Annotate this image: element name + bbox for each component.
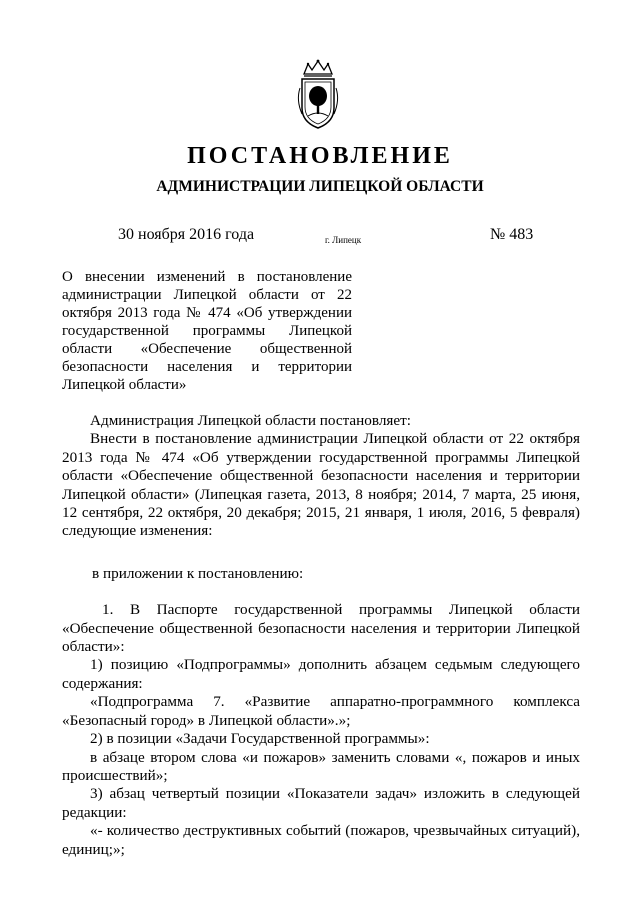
issuer-subtitle: АДМИНИСТРАЦИИ ЛИПЕЦКОЙ ОБЛАСТИ <box>156 178 484 195</box>
paragraph-subitem-1: 1) позицию «Подпрограммы» дополнить абзацем седьмым следующего содержания: <box>62 656 580 692</box>
document-type-title: ПОСТАНОВЛЕНИЕ <box>187 143 453 169</box>
paragraph-replace: в абзаце втором слова «и пожаров» заменить словами «, пожаров и иных происшествий»; <box>62 748 580 784</box>
coat-of-arms-icon <box>294 58 342 132</box>
document-subject: О внесении изменений в постановление администрации Липецкой области от 22 октября 2013 года № 474 «Об утверждении государственной программы Липецкой области «Обеспечение общественной безопасности населения и территории Липецкой области» <box>62 269 352 393</box>
paragraph-annex: в приложении к постановлению: <box>92 564 304 582</box>
document-body <box>62 412 580 859</box>
paragraph-preamble: Администрация Липецкой области постановляет: <box>90 412 411 429</box>
document-city: г. Липецк <box>325 235 362 245</box>
paragraph-subitem-3: 3) абзац четвертый позиции «Показатели задач» изложить в следующей редакции: <box>62 785 580 821</box>
paragraph-subitem-2: 2) в позиции «Задачи Государственной программы»: <box>90 730 430 748</box>
document-number: № 483 <box>490 226 534 243</box>
document-date: 30 ноября 2016 года <box>118 226 255 243</box>
paragraph-quote-1: «Подпрограмма 7. «Развитие аппаратно-программного комплекса «Безопасный город» в Липецкой области».»; <box>62 693 580 729</box>
paragraph-item-1: 1. В Паспорте государственной программы Липецкой области «Обеспечение общественной безопасности населения и территории Липецкой области»: <box>62 601 580 656</box>
paragraph-resolution: Внести в постановление администрации Липецкой области от 22 октября 2013 года № 474 «Об утверждении государственной программы Липецкой области «Обеспечение общественной безопасности населения и территории Липецкой области» (Липецкая газета, 2013, 8 ноября; 2014, 7 марта, 25 июня, 12 сентября, 22 октября, 20 декабря; 2015, 21 января, 1 июля, 2016, 5 февраля) следующие изменения: <box>62 430 580 540</box>
paragraph-quote-2: «- количество деструктивных событий (пожаров, чрезвычайных ситуаций), единиц;»; <box>62 822 580 858</box>
